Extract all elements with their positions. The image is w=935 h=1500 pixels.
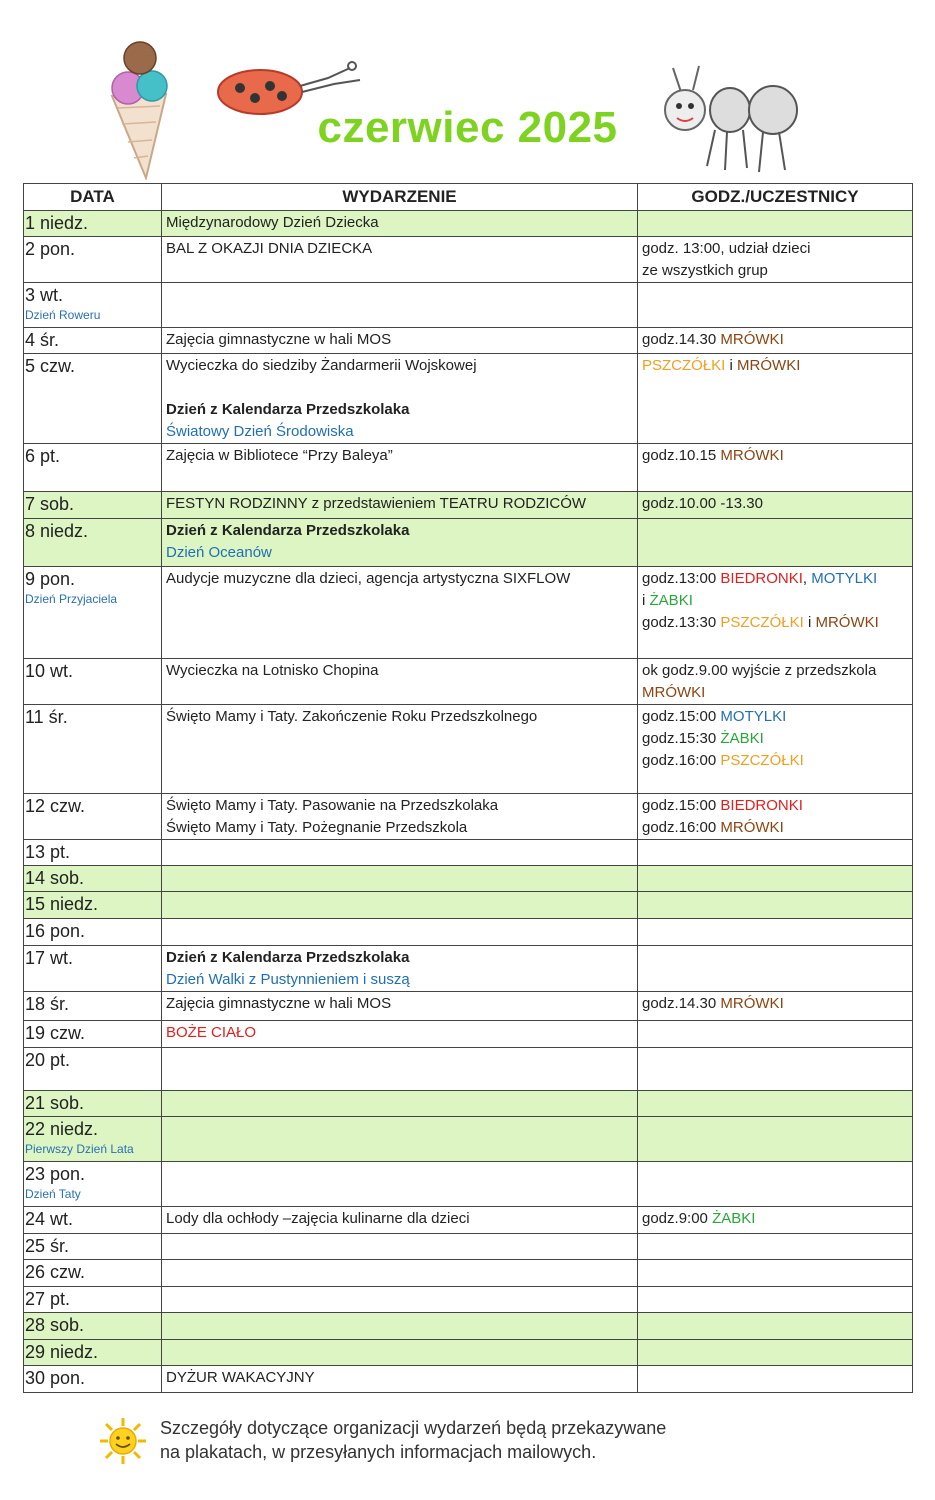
time-text: godz.15:00 <box>642 797 717 814</box>
spacer <box>166 377 633 399</box>
date-cell: 12 czw. <box>24 794 162 840</box>
time-cell <box>638 840 913 866</box>
date-cell: 30 pon. <box>24 1366 162 1393</box>
table-row <box>24 492 913 519</box>
event-text: Zajęcia w Bibliotece “Przy Baleya” <box>166 447 393 464</box>
time-text: ze wszystkich grup <box>642 262 768 279</box>
event-cell <box>162 659 638 705</box>
header-time: GODZ./UCZESTNICY <box>638 184 913 211</box>
calendar-table <box>23 183 913 1393</box>
table-row <box>24 237 913 283</box>
time-cell <box>638 794 913 840</box>
time-cell <box>638 211 913 237</box>
date-cell <box>24 1162 162 1207</box>
time-cell <box>638 1162 913 1207</box>
event-cell <box>162 283 638 328</box>
date-label: 23 pon. <box>25 1164 86 1184</box>
date-cell: 13 pt. <box>24 840 162 866</box>
event-cell <box>162 794 638 840</box>
table-row <box>24 992 913 1021</box>
time-cell <box>638 866 913 892</box>
table-row <box>24 1234 913 1260</box>
table-header-row <box>24 184 913 211</box>
event-text: Międzynarodowy Dzień Dziecka <box>166 214 379 231</box>
event-cell <box>162 444 638 492</box>
time-cell <box>638 1366 913 1393</box>
group-mrowki: MRÓWKI <box>642 684 706 701</box>
table-row <box>24 1313 913 1340</box>
time-text: godz.14.30 <box>642 995 717 1012</box>
event-cell <box>162 866 638 892</box>
date-cell: 28 sob. <box>24 1313 162 1340</box>
table-row <box>24 211 913 237</box>
table-row <box>24 1260 913 1287</box>
table-row <box>24 283 913 328</box>
footer-note <box>160 1416 666 1464</box>
event-cell <box>162 840 638 866</box>
day-note: Dzień Taty <box>25 1187 81 1201</box>
event-cell <box>162 1234 638 1260</box>
event-cell <box>162 1287 638 1313</box>
date-cell: 29 niedz. <box>24 1340 162 1366</box>
time-text: godz.10.00 -13.30 <box>642 495 763 512</box>
table-row <box>24 919 913 946</box>
table-row <box>24 567 913 659</box>
date-cell: 8 niedz. <box>24 519 162 567</box>
event-cell <box>162 1260 638 1287</box>
group-mrowki: MRÓWKI <box>720 819 784 836</box>
day-note: Dzień Przyjaciela <box>25 592 118 606</box>
time-cell <box>638 1091 913 1117</box>
time-text: godz.13:00 <box>642 570 717 587</box>
event-text: Dzień z Kalendarza Przedszkolaka <box>166 401 410 418</box>
event-cell <box>162 354 638 444</box>
table-row <box>24 705 913 794</box>
table-row <box>24 444 913 492</box>
table-row <box>24 1287 913 1313</box>
table-row <box>24 1091 913 1117</box>
date-cell: 26 czw. <box>24 1260 162 1287</box>
table-row <box>24 328 913 354</box>
time-text: godz.16:00 <box>642 752 717 769</box>
conjunction: i <box>729 357 733 374</box>
event-cell <box>162 237 638 283</box>
group-biedronki: BIEDRONKI <box>720 570 803 587</box>
date-cell: 18 śr. <box>24 992 162 1021</box>
event-cell <box>162 919 638 946</box>
day-note: Pierwszy Dzień Lata <box>25 1142 134 1156</box>
table-row <box>24 354 913 444</box>
date-cell: 27 pt. <box>24 1287 162 1313</box>
table-row <box>24 1021 913 1048</box>
event-cell <box>162 519 638 567</box>
table-row <box>24 1117 913 1162</box>
time-text: godz. 13:00, udział dzieci <box>642 240 811 257</box>
group-zabki: ŻABKI <box>649 592 693 609</box>
event-text: DYŻUR WAKACYJNY <box>166 1369 315 1386</box>
table-row <box>24 519 913 567</box>
group-mrowki: MRÓWKI <box>720 331 784 348</box>
event-text: Święto Mamy i Taty. Zakończenie Roku Przedszkolnego <box>166 708 538 725</box>
time-text: ok godz.9.00 wyjście z przedszkola <box>642 662 877 679</box>
event-cell <box>162 892 638 919</box>
footer-line: na plakatach, w przesyłanych informacjach mailowych. <box>160 1442 597 1462</box>
event-cell <box>162 1048 638 1091</box>
time-cell <box>638 444 913 492</box>
time-cell <box>638 354 913 444</box>
event-text: Zajęcia gimnastyczne w hali MOS <box>166 995 392 1012</box>
group-pszczolki: PSZCZÓŁKI <box>720 752 804 769</box>
page-header <box>0 0 935 183</box>
event-cell <box>162 946 638 992</box>
event-cell <box>162 1366 638 1393</box>
event-cell <box>162 1340 638 1366</box>
event-text: Dzień Oceanów <box>166 544 272 561</box>
date-label: 9 pon. <box>25 569 76 589</box>
sun-icon <box>98 1416 148 1466</box>
group-pszczolki: PSZCZÓŁKI <box>720 614 804 631</box>
time-cell <box>638 919 913 946</box>
event-text: Wycieczka do siedziby Żandarmerii Wojskowej <box>166 357 477 374</box>
date-cell: 6 pt. <box>24 444 162 492</box>
event-cell <box>162 328 638 354</box>
table-row <box>24 1048 913 1091</box>
group-biedronki: BIEDRONKI <box>720 797 803 814</box>
time-text: godz.15:30 <box>642 730 717 747</box>
conjunction: i <box>807 614 812 631</box>
group-zabki: ŻABKI <box>720 730 764 747</box>
date-cell: 19 czw. <box>24 1021 162 1048</box>
date-label: 3 wt. <box>25 285 64 305</box>
time-cell <box>638 992 913 1021</box>
event-text: Święto Mamy i Taty. Pożegnanie Przedszkola <box>166 819 468 836</box>
event-cell <box>162 1021 638 1048</box>
date-cell: 14 sob. <box>24 866 162 892</box>
time-cell <box>638 1260 913 1287</box>
day-note: Dzień Roweru <box>25 308 101 322</box>
time-cell <box>638 492 913 519</box>
time-text: godz.14.30 <box>642 331 717 348</box>
time-cell <box>638 1313 913 1340</box>
time-cell <box>638 1117 913 1162</box>
table-row <box>24 1162 913 1207</box>
date-cell <box>24 567 162 659</box>
table-row <box>24 1366 913 1393</box>
event-text: Dzień Walki z Pustynnieniem i suszą <box>166 971 410 988</box>
date-cell: 10 wt. <box>24 659 162 705</box>
time-cell <box>638 1234 913 1260</box>
event-cell <box>162 1207 638 1234</box>
group-mrowki: MRÓWKI <box>815 614 879 631</box>
event-text: BOŻE CIAŁO <box>166 1024 257 1041</box>
date-cell: 15 niedz. <box>24 892 162 919</box>
time-cell <box>638 283 913 328</box>
event-cell <box>162 1313 638 1340</box>
event-cell <box>162 992 638 1021</box>
header-date: DATA <box>24 184 162 211</box>
table-row <box>24 946 913 992</box>
group-pszczolki: PSZCZÓŁKI <box>642 357 726 374</box>
event-text: BAL Z OKAZJI DNIA DZIECKA <box>166 240 373 257</box>
time-cell <box>638 1048 913 1091</box>
time-cell <box>638 567 913 659</box>
date-cell: 16 pon. <box>24 919 162 946</box>
time-cell <box>638 705 913 794</box>
group-mrowki: MRÓWKI <box>720 447 784 464</box>
time-cell <box>638 1287 913 1313</box>
table-row <box>24 1207 913 1234</box>
event-text: Światowy Dzień Środowiska <box>166 423 354 440</box>
time-text: godz.9:00 <box>642 1210 708 1227</box>
separator: , <box>802 570 808 587</box>
event-cell <box>162 1117 638 1162</box>
time-cell <box>638 1340 913 1366</box>
date-label: 22 niedz. <box>25 1119 99 1139</box>
group-mrowki: MRÓWKI <box>720 995 784 1012</box>
event-text: Zajęcia gimnastyczne w hali MOS <box>166 331 392 348</box>
date-cell: 11 śr. <box>24 705 162 794</box>
date-cell: 21 sob. <box>24 1091 162 1117</box>
date-cell <box>24 283 162 328</box>
group-mrowki: MRÓWKI <box>737 357 801 374</box>
conjunction: i <box>642 592 646 609</box>
time-cell <box>638 892 913 919</box>
time-cell <box>638 519 913 567</box>
group-motylki: MOTYLKI <box>720 708 787 725</box>
time-cell <box>638 946 913 992</box>
table-row <box>24 866 913 892</box>
event-cell <box>162 492 638 519</box>
time-cell <box>638 1207 913 1234</box>
event-cell <box>162 705 638 794</box>
date-cell: 20 pt. <box>24 1048 162 1091</box>
event-cell <box>162 567 638 659</box>
group-motylki: MOTYLKI <box>811 570 878 587</box>
table-row <box>24 1340 913 1366</box>
date-cell: 25 śr. <box>24 1234 162 1260</box>
header-event: WYDARZENIE <box>162 184 638 211</box>
group-zabki: ŻABKI <box>712 1210 756 1227</box>
event-cell <box>162 1091 638 1117</box>
event-text: Lody dla ochłody –zajęcia kulinarne dla dzieci <box>166 1210 470 1227</box>
date-cell: 7 sob. <box>24 492 162 519</box>
time-text: godz.13:30 <box>642 614 717 631</box>
date-cell: 4 śr. <box>24 328 162 354</box>
time-cell <box>638 328 913 354</box>
date-cell: 2 pon. <box>24 237 162 283</box>
date-cell: 1 niedz. <box>24 211 162 237</box>
footer-line: Szczegóły dotyczące organizacji wydarzeń będą przekazywane <box>160 1418 667 1438</box>
page-title: czerwiec 2025 <box>317 103 618 152</box>
event-text: Wycieczka na Lotnisko Chopina <box>166 662 379 679</box>
event-cell <box>162 211 638 237</box>
time-cell <box>638 237 913 283</box>
event-text: Dzień z Kalendarza Przedszkolaka <box>166 522 410 539</box>
table-row <box>24 840 913 866</box>
date-cell: 24 wt. <box>24 1207 162 1234</box>
date-cell: 5 czw. <box>24 354 162 444</box>
time-text: godz.15:00 <box>642 708 717 725</box>
event-text: Dzień z Kalendarza Przedszkolaka <box>166 949 410 966</box>
table-row <box>24 794 913 840</box>
event-cell <box>162 1162 638 1207</box>
time-text: godz.10.15 <box>642 447 717 464</box>
event-text: Audycje muzyczne dla dzieci, agencja artystyczna SIXFLOW <box>166 570 571 587</box>
date-cell: 17 wt. <box>24 946 162 992</box>
date-cell <box>24 1117 162 1162</box>
event-text: FESTYN RODZINNY z przedstawieniem TEATRU RODZICÓW <box>166 495 587 512</box>
table-row <box>24 659 913 705</box>
table-row <box>24 892 913 919</box>
time-cell <box>638 1021 913 1048</box>
time-text: godz.16:00 <box>642 819 717 836</box>
event-text: Święto Mamy i Taty. Pasowanie na Przedszkolaka <box>166 797 499 814</box>
time-cell <box>638 659 913 705</box>
